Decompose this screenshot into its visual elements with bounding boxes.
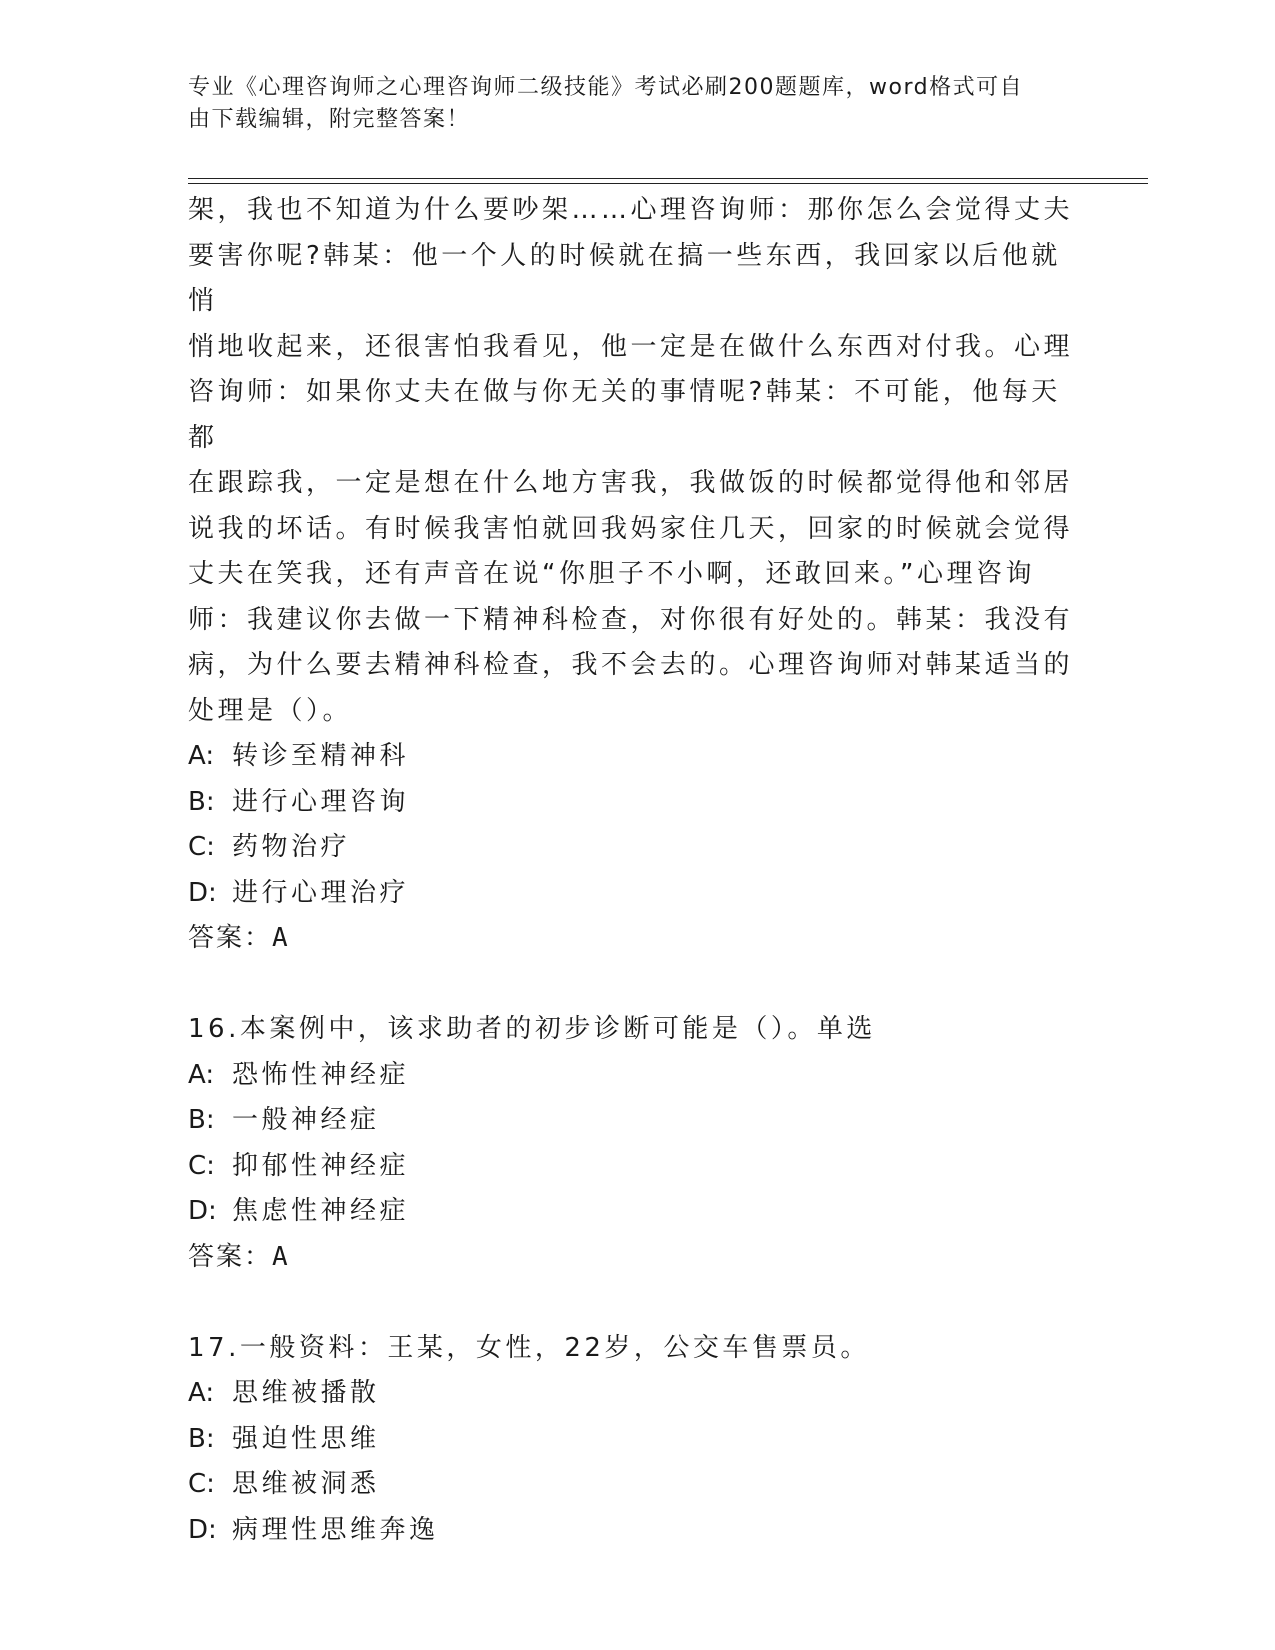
- option-key: B:: [188, 1423, 215, 1454]
- header-line-1: 专业《心理咨询师之心理咨询师二级技能》考试必刷200题题库，word格式可自: [188, 75, 1024, 100]
- option-key: C:: [188, 1150, 215, 1181]
- option-key: D:: [188, 1514, 217, 1545]
- spacer: [188, 1280, 1088, 1326]
- option-text: 强迫性思维: [232, 1423, 380, 1454]
- option-d: [188, 871, 1088, 917]
- option-key: D:: [188, 1196, 217, 1226]
- question-text-line: 丈夫在笑我，还有声音在说“你胆子不小啊，还敢回来。”心理咨询: [188, 559, 1035, 589]
- header-divider-bottom: [188, 183, 1148, 184]
- header-divider-top: [188, 178, 1148, 179]
- option-text: 思维被洞悉: [232, 1469, 380, 1499]
- option-text: 恐怖性神经症: [232, 1059, 410, 1090]
- question-text-line: 要害你呢?韩某：他一个人的时候就在搞一些东西，我回家以后他就悄: [188, 240, 1061, 316]
- option-b: [188, 1098, 1088, 1144]
- question-text-line: 悄地收起来，还很害怕我看见，他一定是在做什么东西对付我。心理: [188, 331, 1074, 362]
- option-key: A:: [188, 1378, 215, 1408]
- option-text: 转诊至精神科: [232, 741, 410, 771]
- document-page: [188, 0, 1148, 1650]
- spacer: [188, 962, 1088, 1008]
- option-b: [188, 1417, 1088, 1463]
- question-text-line: 在跟踪我，一定是想在什么地方害我，我做饭的时候都觉得他和邻居: [188, 468, 1074, 498]
- document-header: [188, 72, 1068, 136]
- answer-label: 答案：: [188, 1241, 273, 1272]
- option-text: 药物治疗: [232, 832, 351, 862]
- option-c: [188, 825, 1088, 871]
- question-text-line: 师：我建议你去做一下精神科检查，对你很有好处的。韩某：我没有: [188, 604, 1074, 635]
- answer-label: 答案：: [188, 923, 273, 953]
- option-text: 进行心理咨询: [232, 786, 410, 817]
- option-key: D:: [188, 877, 217, 908]
- question-text-line: 咨询师：如果你丈夫在做与你无关的事情呢?韩某：不可能，他每天都: [188, 377, 1061, 453]
- question-title: 17.一般资料：王某，女性，22岁，公交车售票员。: [188, 1332, 870, 1363]
- question-text-line: 架，我也不知道为什么要吵架……心理咨询师：那你怎么会觉得丈夫: [188, 195, 1074, 225]
- option-c: [188, 1462, 1088, 1508]
- answer-value: A: [272, 1241, 288, 1272]
- header-line-2: 由下载编辑，附完整答案！: [188, 107, 471, 132]
- question-text-line: 处理是（）。: [188, 695, 353, 726]
- option-key: C:: [188, 1469, 215, 1499]
- answer-line: [188, 916, 1088, 962]
- option-key: C:: [188, 832, 215, 862]
- question-text-line: 病，为什么要去精神科检查，我不会去的。心理咨询师对韩某适当的: [188, 650, 1074, 680]
- option-a: [188, 1053, 1088, 1099]
- question-17: [188, 1326, 1088, 1554]
- option-key: A:: [188, 741, 215, 771]
- option-c: [188, 1144, 1088, 1190]
- option-text: 进行心理治疗: [232, 877, 410, 908]
- answer-line: [188, 1235, 1088, 1281]
- option-text: 病理性思维奔逸: [232, 1514, 439, 1545]
- option-text: 思维被播散: [232, 1378, 380, 1408]
- option-d: [188, 1508, 1088, 1554]
- question-text-line: 说我的坏话。有时候我害怕就回我妈家住几天，回家的时候就会觉得: [188, 513, 1074, 544]
- option-d: [188, 1189, 1088, 1235]
- option-key: B:: [188, 1105, 215, 1135]
- option-key: B:: [188, 786, 215, 817]
- option-text: 一般神经症: [232, 1105, 380, 1135]
- answer-value: A: [272, 923, 288, 953]
- question-15: [188, 188, 1088, 962]
- option-key: A:: [188, 1059, 215, 1090]
- question-16: [188, 1007, 1088, 1280]
- question-title: 16.本案例中，该求助者的初步诊断可能是（）。单选: [188, 1014, 876, 1044]
- option-a: [188, 1371, 1088, 1417]
- option-text: 焦虑性神经症: [232, 1196, 410, 1226]
- document-body: [188, 188, 1088, 1553]
- option-text: 抑郁性神经症: [232, 1150, 410, 1181]
- option-a: [188, 734, 1088, 780]
- option-b: [188, 780, 1088, 826]
